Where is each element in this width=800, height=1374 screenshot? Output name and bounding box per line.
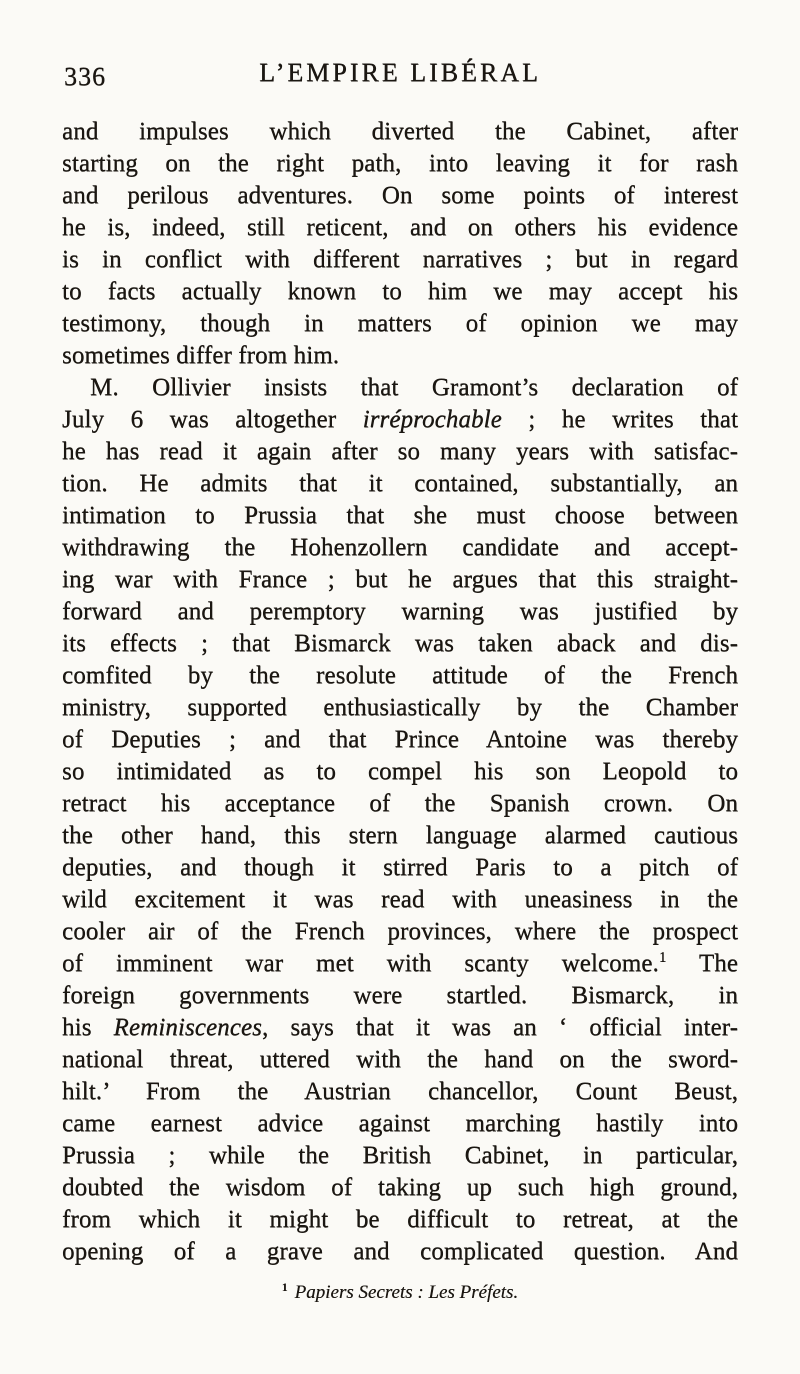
text-line xyxy=(62,308,738,340)
text-run: ; he writes that xyxy=(501,406,738,433)
text-line xyxy=(62,724,738,756)
text-line xyxy=(62,1140,738,1172)
text-run: came earnest advice against marching hastily into xyxy=(62,1110,738,1137)
text-run: sometimes differ from him. xyxy=(62,342,340,369)
text-line xyxy=(62,1108,738,1140)
text-line xyxy=(62,436,738,468)
text-run: wild excitement it was read with uneasiness in the xyxy=(62,886,738,913)
text-run: retract his acceptance of the Spanish crown. On xyxy=(62,790,738,817)
text-line xyxy=(62,916,738,948)
text-run: ministry, supported enthusiastically by the Chamber xyxy=(62,694,738,721)
text-run: withdrawing the Hohenzollern candidate and accept- xyxy=(62,534,738,561)
text-run: to facts actually known to him we may accept his xyxy=(62,278,738,305)
text-run: cooler air of the French provinces, where the prospect xyxy=(62,918,738,945)
running-title: L’EMPIRE LIBÉRAL xyxy=(259,58,541,87)
text-run: opening of a grave and complicated question. And xyxy=(62,1238,738,1265)
text-line xyxy=(62,1012,738,1044)
text-run: Prussia ; while the British Cabinet, in particular, xyxy=(62,1142,738,1169)
text-run: so intimidated as to compel his son Leopold to xyxy=(62,758,738,785)
text-run: and perilous adventures. On some points of interest xyxy=(62,182,738,209)
text-line xyxy=(62,788,738,820)
text-run: his xyxy=(62,1014,114,1041)
footnote-ref: 1 xyxy=(658,949,667,966)
text-line xyxy=(62,564,738,596)
text-run: ing war with France ; but he argues that this straight- xyxy=(62,566,738,593)
text-run: comfited by the resolute attitude of the French xyxy=(62,662,738,689)
text-line xyxy=(62,884,738,916)
footnote-marker: 1 xyxy=(281,1281,288,1294)
text-line xyxy=(62,1076,738,1108)
text-run: the other hand, this stern language alarmed cautious xyxy=(62,822,738,849)
text-run: of imminent war met with scanty welcome. xyxy=(62,950,659,977)
text-line xyxy=(62,468,738,500)
page-header xyxy=(62,58,738,94)
text-line xyxy=(62,820,738,852)
text-run: of Deputies ; and that Prince Antoine was thereby xyxy=(62,726,738,753)
text-line xyxy=(62,1236,738,1268)
text-run: he is, indeed, still reticent, and on others his evidence xyxy=(62,214,738,241)
text-run: irréprochable xyxy=(362,406,502,433)
text-run: intimation to Prussia that she must choose between xyxy=(62,502,738,529)
text-line xyxy=(62,532,738,564)
text-line xyxy=(62,340,738,372)
text-run: starting on the right path, into leaving it for rash xyxy=(62,150,738,177)
text-run: forward and peremptory warning was justified by xyxy=(62,598,738,625)
text-line xyxy=(62,148,738,180)
text-run: from which it might be difficult to retreat, at the xyxy=(62,1206,738,1233)
footnote xyxy=(62,1282,738,1304)
text-line xyxy=(62,1044,738,1076)
text-line xyxy=(62,500,738,532)
text-run: national threat, uttered with the hand on the sword- xyxy=(62,1046,738,1073)
text-line xyxy=(62,244,738,276)
text-line xyxy=(62,404,738,436)
text-line xyxy=(62,660,738,692)
text-line xyxy=(62,180,738,212)
text-run: foreign governments were startled. Bismarck, in xyxy=(62,982,738,1009)
text-line xyxy=(62,852,738,884)
text-run: he has read it again after so many years with satisfac- xyxy=(62,438,738,465)
text-line xyxy=(62,628,738,660)
text-block xyxy=(62,116,738,1268)
footnote-text: Papiers Secrets : Les Préfets. xyxy=(294,1282,519,1303)
text-line xyxy=(62,596,738,628)
text-run: its effects ; that Bismarck was taken aback and dis- xyxy=(62,630,738,657)
text-run: and impulses which diverted the Cabinet, after xyxy=(62,118,738,145)
text-run: hilt.’ From the Austrian chancellor, Count Beust, xyxy=(62,1078,738,1105)
text-run: July 6 was altogether xyxy=(62,406,363,433)
text-run: doubted the wisdom of taking up such high ground, xyxy=(62,1174,738,1201)
text-run: , says that it was an ‘ official inter- xyxy=(261,1014,738,1041)
text-line xyxy=(62,948,738,980)
text-line xyxy=(62,116,738,148)
text-line xyxy=(62,756,738,788)
text-line xyxy=(62,1172,738,1204)
page-number: 336 xyxy=(64,62,106,91)
text-run: is in conflict with different narratives ; but in regard xyxy=(62,246,738,273)
text-run: tion. He admits that it contained, substantially, an xyxy=(62,470,738,497)
text-run: The xyxy=(666,950,738,977)
text-run: M. Ollivier insists that Gramont’s declaration of xyxy=(90,374,738,401)
text-line xyxy=(62,372,738,404)
text-line xyxy=(62,1204,738,1236)
text-run: Reminiscences xyxy=(113,1014,262,1041)
text-line xyxy=(62,980,738,1012)
text-run: deputies, and though it stirred Paris to a pitch of xyxy=(62,854,738,881)
text-line xyxy=(62,692,738,724)
text-line xyxy=(62,276,738,308)
text-line xyxy=(62,212,738,244)
text-run: testimony, though in matters of opinion we may xyxy=(62,310,738,337)
